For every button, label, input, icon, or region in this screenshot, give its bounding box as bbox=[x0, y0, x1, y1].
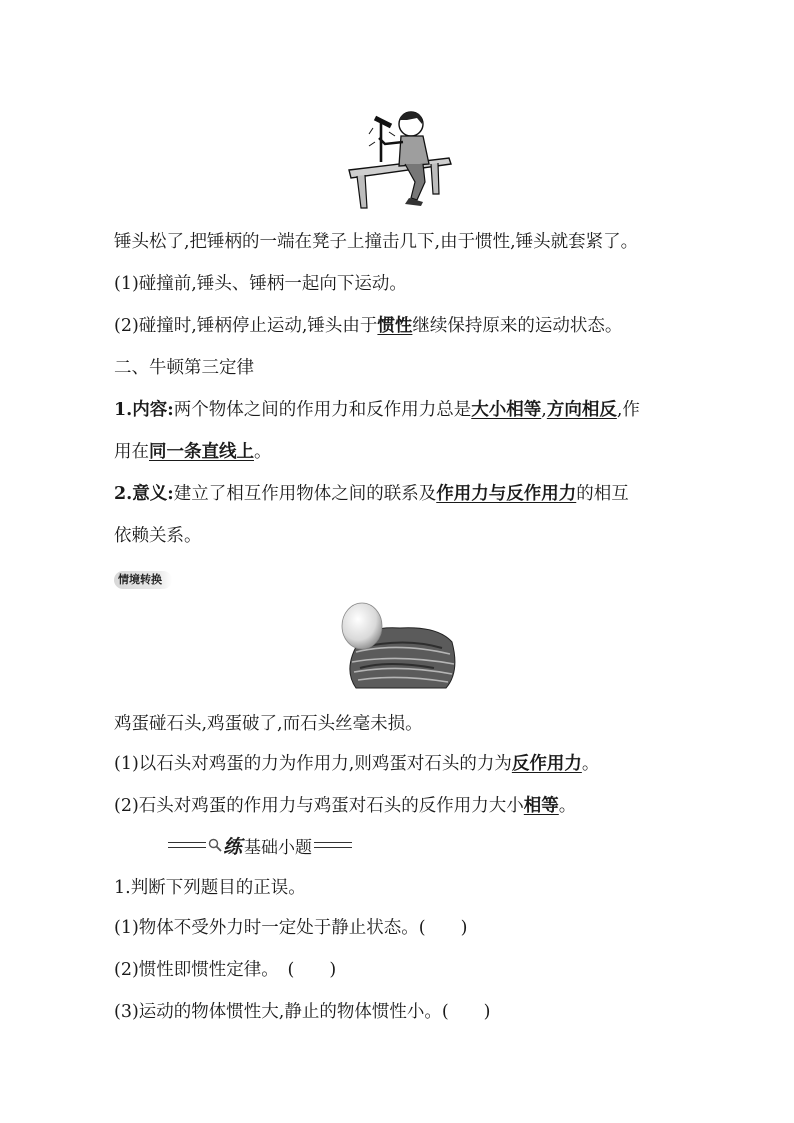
content-pre: 两个物体之间的作用力和反作用力总是 bbox=[173, 400, 472, 420]
content-colon: : bbox=[167, 400, 174, 420]
content-label: 内容 bbox=[132, 400, 168, 420]
answer-reaction: 反作用力 bbox=[511, 754, 582, 774]
content-line2-post: 。 bbox=[254, 442, 272, 462]
paragraph-egg: 鸡蛋碰石头,鸡蛋破了,而石头丝毫未损。 bbox=[114, 714, 423, 734]
answer-inertia: 惯性 bbox=[377, 316, 413, 336]
item2-post: 继续保持原来的运动状态。 bbox=[412, 316, 623, 336]
content-line2-pre: 用在 bbox=[114, 442, 149, 462]
double-rule-right bbox=[314, 842, 352, 848]
content-tail: ,作 bbox=[616, 400, 640, 420]
magnifier-icon bbox=[208, 838, 222, 852]
egg-item2-post: 。 bbox=[558, 796, 577, 816]
meaning-pre: 建立了相互作用物体之间的联系及 bbox=[173, 484, 437, 504]
egg-item2-pre: (2)石头对鸡蛋的作用力与鸡蛋对石头的反作用力大小 bbox=[114, 796, 524, 816]
meaning-label: 意义 bbox=[132, 484, 168, 504]
egg-item1-pre: (1)以石头对鸡蛋的力为作用力,则鸡蛋对石头的力为 bbox=[114, 754, 512, 774]
egg-item-2 bbox=[114, 794, 576, 818]
egg-stone-illustration bbox=[338, 602, 458, 690]
hammer-boy-illustration bbox=[345, 108, 455, 212]
meaning-colon: : bbox=[167, 484, 174, 504]
answer-same-line: 同一条直线上 bbox=[149, 442, 254, 462]
content-line-2 bbox=[114, 440, 272, 464]
paragraph-hammer: 锤头松了,把锤柄的一端在凳子上撞击几下,由于惯性,锤头就套紧了。 bbox=[114, 232, 639, 252]
meaning-line-1 bbox=[114, 482, 629, 506]
double-rule-left bbox=[168, 842, 206, 848]
content-num: 1. bbox=[114, 400, 133, 420]
meaning-line-2: 依赖关系。 bbox=[114, 526, 202, 546]
list-item-2 bbox=[114, 314, 622, 338]
meaning-num: 2. bbox=[114, 484, 133, 504]
item2-pre: (2)碰撞时,锤柄停止运动,锤头由于 bbox=[114, 316, 378, 336]
question-1-title: 1.判断下列题目的正误。 bbox=[114, 878, 306, 898]
egg-item1-post: 。 bbox=[581, 754, 600, 774]
practice-section-header bbox=[168, 833, 352, 857]
answer-equal: 相等 bbox=[523, 796, 559, 816]
practice-title: 基础小题 bbox=[244, 837, 313, 858]
question-item-2: (2)惯性即惯性定律。 ( ) bbox=[114, 960, 337, 980]
egg-item-1 bbox=[114, 752, 599, 776]
scenario-tag: 情境转换 bbox=[114, 571, 172, 589]
content-sep: , bbox=[541, 400, 547, 420]
question-item-3: (3)运动的物体惯性大,静止的物体惯性小。( ) bbox=[114, 1002, 491, 1022]
content-line-1 bbox=[114, 398, 640, 422]
question-item-1: (1)物体不受外力时一定处于静止状态。( ) bbox=[114, 918, 468, 938]
section-title-newton3: 二、牛顿第三定律 bbox=[114, 358, 254, 378]
meaning-post: 的相互 bbox=[576, 484, 629, 504]
practice-glyph: 练 bbox=[223, 835, 243, 858]
answer-action-reaction: 作用力与反作用力 bbox=[436, 484, 577, 504]
list-item-1: (1)碰撞前,锤头、锤柄一起向下运动。 bbox=[114, 274, 407, 294]
answer-opposite-direction: 方向相反 bbox=[546, 400, 617, 420]
answer-equal-magnitude: 大小相等 bbox=[471, 400, 542, 420]
